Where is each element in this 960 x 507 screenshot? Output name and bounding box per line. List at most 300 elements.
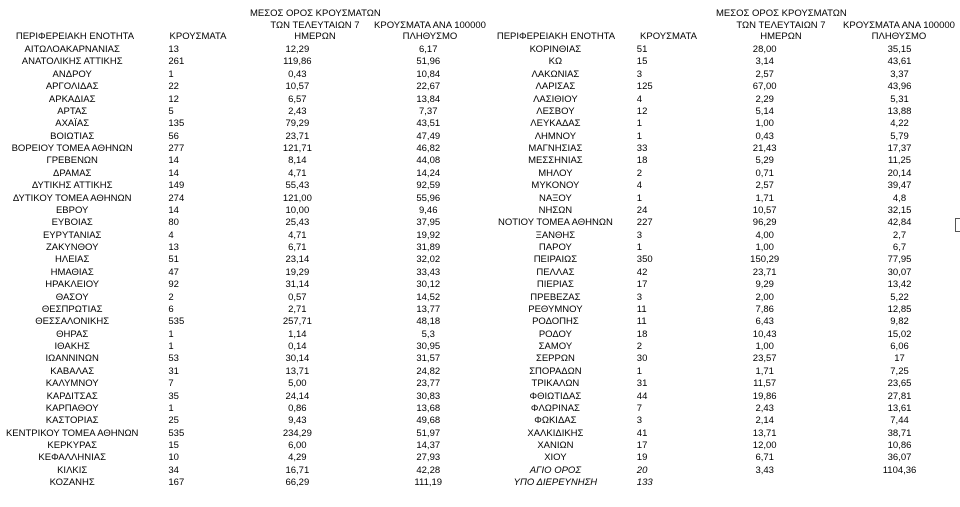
table-row (0, 452, 486, 464)
avg-cell: 3,43 (755, 464, 774, 476)
avg-cell: 234,29 (282, 427, 312, 439)
avg-cell: 23,71 (285, 130, 310, 142)
per-100k-cell: 31,57 (416, 353, 441, 365)
per-100k-cell: 31,89 (416, 242, 441, 253)
cases-cell: 1 (636, 365, 643, 377)
table-row (0, 378, 486, 390)
table-header-left (0, 0, 486, 44)
region-cell: ΚΟΖΑΝΗΣ (49, 477, 95, 489)
per-100k-cell: 30,12 (416, 279, 441, 291)
region-cell: ΛΗΜΝΟΥ (534, 130, 577, 142)
avg-cell: 10,57 (752, 204, 777, 216)
region-cell: ΣΠΟΡΑΔΩΝ (529, 365, 582, 377)
cases-cell: 30 (636, 353, 648, 365)
cases-cell: 47 (168, 266, 179, 278)
region-cell: ΜΥΚΟΝΟΥ (531, 180, 580, 192)
covid-table-right (486, 0, 960, 490)
avg-cell: 1,71 (755, 192, 774, 204)
table-row (486, 378, 960, 390)
table-row (0, 205, 486, 217)
avg-cell: 31,14 (285, 279, 310, 291)
avg-cell: 6,71 (755, 452, 774, 464)
per-100k-cell: 39,47 (887, 180, 912, 192)
table-row (486, 205, 960, 217)
cases-cell: 14 (168, 167, 179, 179)
per-100k-cell: 5,31 (890, 93, 909, 105)
avg-cell: 25,43 (285, 217, 310, 229)
avg-cell: 8,14 (288, 155, 307, 167)
table-row (0, 428, 486, 440)
cases-cell: 227 (636, 217, 653, 229)
table-row (0, 44, 486, 56)
table-row (0, 193, 486, 205)
table-row (486, 143, 960, 155)
cases-cell: 3 (636, 415, 643, 427)
cases-cell: 7 (636, 402, 643, 414)
region-cell: ΑΧΑΪΑΣ (55, 118, 90, 130)
region-cell: ΠΙΕΡΙΑΣ (536, 279, 574, 291)
cases-cell: 42 (636, 266, 648, 278)
per-100k-cell: 22,67 (416, 81, 441, 93)
avg-cell: 121,71 (282, 143, 312, 154)
avg-cell: 23,14 (285, 254, 310, 266)
per-100k-cell: 17 (894, 353, 905, 365)
cases-cell: 1 (636, 242, 643, 253)
per-100k-cell: 13,77 (416, 303, 441, 315)
per-100k-cell: 13,42 (887, 279, 912, 291)
table-row (0, 81, 486, 93)
cases-cell: 25 (168, 415, 179, 427)
table-row (0, 415, 486, 427)
avg-cell: 10,57 (285, 81, 310, 93)
per-100k-cell: 13,84 (416, 93, 441, 105)
per-100k-cell: 12,85 (887, 303, 912, 315)
cases-cell: 3 (636, 68, 643, 80)
avg-cell: 66,29 (285, 477, 310, 489)
region-cell: ΥΠΟ ΔΙΕΡΕΥΝΗΣΗ (513, 477, 598, 489)
per-100k-cell: 111,19 (414, 477, 443, 489)
per-100k-cell: 33,43 (416, 266, 441, 278)
per-100k-cell: 19,92 (416, 229, 441, 241)
cases-cell: 149 (168, 180, 185, 192)
cases-cell: 14 (168, 155, 179, 167)
cases-cell: 535 (168, 427, 185, 439)
avg-cell: 2,43 (755, 402, 774, 414)
region-cell: ΛΑΣΙΘΙΟΥ (533, 93, 578, 105)
per-100k-cell: 32,02 (416, 254, 441, 266)
region-cell: ΚΟΡΙΝΘΙΑΣ (529, 44, 582, 55)
cases-cell: 1 (168, 341, 174, 352)
region-cell: ΕΥΡΥΤΑΝΙΑΣ (42, 229, 102, 241)
cases-cell: 261 (168, 56, 185, 68)
table-row (0, 353, 486, 365)
per-100k-cell: 35,15 (887, 44, 912, 55)
cases-cell: 34 (168, 464, 179, 476)
avg-cell: 121,00 (282, 192, 312, 204)
cases-cell: 135 (168, 118, 185, 130)
per-100k-cell: 7,25 (890, 365, 909, 377)
region-cell: ΘΕΣΠΡΩΤΙΑΣ (41, 303, 103, 315)
region-cell: ΓΡΕΒΕΝΩΝ (46, 155, 98, 167)
per-100k-cell: 27,81 (887, 390, 912, 402)
per-100k-cell: 44,08 (416, 155, 441, 167)
cases-cell: 51 (168, 254, 179, 266)
region-cell: ΚΕΦΑΛΛΗΝΙΑΣ (38, 452, 106, 464)
region-cell: ΔΥΤΙΚΗΣ ΑΤΤΙΚΗΣ (31, 180, 113, 192)
cases-cell: 4 (636, 180, 643, 192)
avg-cell: 1,00 (755, 341, 774, 352)
table-row (486, 292, 960, 304)
cases-cell: 1 (168, 402, 174, 414)
header-cases: ΚΡΟΥΣΜΑΤΑ (640, 31, 697, 42)
per-100k-cell: 13,68 (416, 402, 441, 414)
region-cell: ΝΗΣΩΝ (538, 204, 573, 216)
table-header-right (486, 0, 960, 44)
table-row (0, 391, 486, 403)
per-100k-cell: 42,84 (887, 217, 912, 229)
table-row (486, 477, 960, 489)
header-avg-line1: ΜΕΣΟΣ ΟΡΟΣ ΚΡΟΥΣΜΑΤΩΝ (250, 8, 381, 19)
per-100k-cell: 13,88 (887, 105, 912, 117)
table-row (486, 168, 960, 180)
header-avg-line3: ΗΜΕΡΩΝ (760, 31, 802, 42)
per-100k-cell: 17,37 (887, 143, 912, 154)
per-100k-cell: 13,61 (887, 402, 912, 414)
region-cell: ΛΑΚΩΝΙΑΣ (531, 68, 580, 80)
region-cell: ΘΕΣΣΑΛΟΝΙΚΗΣ (35, 316, 110, 328)
cases-cell: 3 (636, 229, 643, 241)
avg-cell: 4,71 (288, 167, 307, 179)
cases-cell: 1 (636, 118, 643, 130)
avg-cell: 0,43 (288, 68, 307, 80)
table-row (0, 69, 486, 81)
cases-cell: 15 (168, 440, 179, 451)
table-row (0, 366, 486, 378)
region-cell: ΔΥΤΙΚΟΥ ΤΟΜΕΑ ΑΘΗΝΩΝ (12, 192, 132, 204)
table-row (486, 279, 960, 291)
header-avg-line2: ΤΩΝ ΤΕΛΕΥΤΑΙΩΝ 7 (270, 19, 360, 31)
region-cell: ΘΗΡΑΣ (56, 328, 89, 340)
per-100k-cell: 32,15 (887, 204, 912, 216)
per-100k-cell: 2,7 (892, 229, 907, 241)
cases-cell: 535 (168, 316, 185, 328)
per-100k-cell: 47,49 (416, 130, 441, 142)
table-row (486, 69, 960, 81)
table-row (0, 341, 486, 353)
cases-cell: 11 (636, 316, 647, 328)
table-row (486, 180, 960, 192)
table-row (486, 118, 960, 130)
table-row (0, 242, 486, 254)
cases-cell: 17 (636, 440, 648, 451)
table-row (486, 155, 960, 167)
cases-cell: 13 (168, 242, 179, 253)
cases-cell: 4 (168, 229, 174, 241)
header-per-line1: ΚΡΟΥΣΜΑΤΑ ΑΝΑ 100000 (374, 19, 486, 31)
per-100k-cell: 14,24 (416, 167, 441, 179)
table-row (486, 131, 960, 143)
per-100k-cell: 42,28 (416, 464, 441, 476)
region-cell: ΡΟΔΟΠΗΣ (532, 316, 579, 328)
table-row (486, 341, 960, 353)
avg-cell: 6,00 (288, 440, 307, 451)
cases-cell: 51 (636, 44, 648, 55)
region-cell: ΚΙΛΚΙΣ (57, 464, 88, 476)
per-100k-cell: 23,77 (416, 378, 441, 390)
avg-cell: 13,71 (752, 427, 777, 439)
region-cell: ΚΑΡΠΑΘΟΥ (45, 402, 99, 414)
per-100k-cell: 5,22 (890, 291, 909, 303)
avg-cell: 28,00 (752, 44, 777, 55)
region-cell: ΞΑΝΘΗΣ (535, 229, 576, 241)
region-cell: ΔΡΑΜΑΣ (52, 167, 92, 179)
per-100k-cell: 14,37 (416, 440, 441, 451)
cases-cell: 125 (636, 81, 653, 93)
per-100k-cell: 46,82 (416, 143, 441, 154)
region-cell: ΗΡΑΚΛΕΙΟΥ (45, 279, 100, 291)
table-row (0, 168, 486, 180)
avg-cell: 1,71 (755, 365, 774, 377)
region-cell: ΡΕΘΥΜΝΟΥ (528, 303, 583, 315)
region-cell: ΚΑΣΤΟΡΙΑΣ (45, 415, 99, 427)
avg-cell: 23,71 (752, 266, 777, 278)
region-cell: ΜΗΛΟΥ (538, 167, 573, 179)
table-row (486, 428, 960, 440)
table-row (486, 267, 960, 279)
avg-cell: 2,43 (288, 105, 307, 117)
region-cell: ΡΟΔΟΥ (538, 328, 572, 340)
cases-cell: 133 (636, 477, 653, 489)
region-cell: ΒΟΙΩΤΙΑΣ (50, 130, 95, 142)
avg-cell (690, 477, 839, 489)
avg-cell: 257,71 (282, 316, 312, 328)
cases-cell: 13 (168, 44, 179, 55)
per-100k-cell: 10,86 (887, 440, 912, 451)
table-row (0, 292, 486, 304)
avg-cell: 21,43 (752, 143, 777, 154)
cases-cell: 33 (636, 143, 648, 154)
table-row (0, 316, 486, 328)
avg-cell: 0,43 (755, 130, 774, 142)
avg-cell: 23,57 (752, 353, 777, 365)
region-cell: ΠΕΛΛΑΣ (536, 266, 575, 278)
cases-cell: 7 (168, 378, 174, 390)
table-row (0, 440, 486, 452)
region-cell: ΑΝΔΡΟΥ (52, 68, 92, 80)
table-row (0, 477, 486, 489)
per-100k-cell: 77,95 (887, 254, 912, 266)
per-100k-cell: 6,17 (419, 44, 438, 55)
table-row (0, 279, 486, 291)
per-100k-cell (839, 477, 960, 489)
cases-cell: 1 (168, 68, 174, 80)
cases-cell: 12 (636, 105, 648, 117)
table-row (486, 353, 960, 365)
region-cell: ΑΡΚΑΔΙΑΣ (48, 93, 96, 105)
cases-cell: 31 (636, 378, 648, 390)
region-cell: ΣΑΜΟΥ (538, 341, 573, 352)
per-100k-cell: 5,3 (421, 328, 435, 340)
avg-cell: 12,00 (752, 440, 777, 451)
avg-cell: 79,29 (285, 118, 310, 130)
cases-cell: 10 (168, 452, 179, 464)
region-cell: ΑΓΙΟ ΟΡΟΣ (529, 464, 582, 476)
cases-cell: 11 (636, 303, 647, 315)
header-avg-line1: ΜΕΣΟΣ ΟΡΟΣ ΚΡΟΥΣΜΑΤΩΝ (716, 8, 847, 19)
header-avg-line3: ΗΜΕΡΩΝ (294, 31, 336, 42)
cases-cell: 18 (636, 328, 648, 340)
table-row (486, 193, 960, 205)
cases-cell: 1 (168, 328, 174, 340)
per-100k-cell: 5,79 (890, 130, 909, 142)
covid-table-left (0, 0, 486, 490)
per-100k-cell: 43,51 (416, 118, 441, 130)
avg-cell: 10,00 (285, 204, 310, 216)
per-100k-cell: 30,07 (887, 266, 912, 278)
region-cell: ΑΙΤΩΛΟΑΚΑΡΝΑΝΙΑΣ (24, 44, 120, 55)
region-cell: ΦΘΙΩΤΙΔΑΣ (529, 390, 582, 402)
region-cell: ΣΕΡΡΩΝ (535, 353, 575, 365)
avg-cell: 1,00 (755, 118, 774, 130)
avg-cell: 1,14 (288, 328, 307, 340)
region-cell: ΧΑΝΙΩΝ (537, 440, 574, 451)
avg-cell: 2,57 (755, 180, 774, 192)
table-row (0, 217, 486, 229)
header-per-line2: ΠΛΗΘΥΣΜΟ (871, 31, 927, 42)
cases-cell: 17 (636, 279, 648, 291)
avg-cell: 2,14 (755, 415, 774, 427)
per-100k-cell: 48,18 (416, 316, 441, 328)
table-row (0, 267, 486, 279)
per-100k-cell: 55,96 (416, 192, 441, 204)
per-100k-cell: 6,06 (890, 341, 909, 352)
avg-cell: 67,00 (752, 81, 777, 93)
per-100k-cell: 43,96 (887, 81, 912, 93)
region-cell: ΤΡΙΚΑΛΩΝ (531, 378, 580, 390)
region-cell: ΑΡΤΑΣ (57, 105, 88, 117)
per-100k-cell: 27,93 (416, 452, 441, 464)
avg-cell: 5,00 (288, 378, 307, 390)
region-cell: ΝΟΤΙΟΥ ΤΟΜΕΑ ΑΘΗΝΩΝ (497, 217, 613, 229)
per-100k-cell: 49,68 (416, 415, 441, 427)
cases-cell: 80 (168, 217, 179, 229)
region-cell: ΝΑΞΟΥ (539, 192, 572, 204)
region-cell: ΗΛΕΙΑΣ (54, 254, 90, 266)
avg-cell: 150,29 (750, 254, 780, 266)
table-row (0, 329, 486, 341)
region-cell: ΒΟΡΕΙΟΥ ΤΟΜΕΑ ΑΘΗΝΩΝ (11, 143, 133, 154)
table-row (0, 118, 486, 130)
cases-cell: 1 (636, 130, 643, 142)
avg-cell: 19,29 (285, 266, 310, 278)
region-cell: ΕΒΡΟΥ (55, 204, 89, 216)
table-row (0, 56, 486, 68)
per-100k-cell: 1104,36 (882, 464, 917, 476)
region-cell: ΠΑΡΟΥ (538, 242, 572, 253)
per-100k-cell: 30,83 (416, 390, 441, 402)
cases-cell: 18 (636, 155, 648, 167)
region-cell: ΠΡΕΒΕΖΑΣ (530, 291, 581, 303)
table-row (486, 230, 960, 242)
region-cell: ΛΑΡΙΣΑΣ (535, 81, 576, 93)
region-cell: ΚΩ (548, 56, 563, 68)
per-100k-cell: 38,71 (887, 427, 912, 439)
table-row (486, 242, 960, 254)
header-per-line2: ΠΛΗΘΥΣΜΟ (402, 31, 458, 42)
table-body-left (0, 44, 486, 490)
avg-cell: 4,71 (288, 229, 307, 241)
per-100k-cell: 4,8 (892, 192, 907, 204)
cases-cell: 56 (168, 130, 179, 142)
cases-cell: 350 (636, 254, 653, 266)
avg-cell: 0,86 (288, 402, 307, 414)
cases-cell: 44 (636, 390, 648, 402)
table-body-right (486, 44, 960, 490)
cases-cell: 5 (168, 105, 174, 117)
table-row (0, 403, 486, 415)
avg-cell: 9,43 (288, 415, 307, 427)
region-cell: ΚΑΡΔΙΤΣΑΣ (46, 390, 98, 402)
cases-cell: 15 (636, 56, 648, 68)
region-cell: ΦΛΩΡΙΝΑΣ (530, 402, 580, 414)
cases-cell: 92 (168, 279, 179, 291)
table-row (486, 44, 960, 56)
avg-cell: 96,29 (752, 217, 777, 229)
table-row (486, 366, 960, 378)
avg-cell: 3,14 (755, 56, 774, 68)
region-cell: ΛΕΣΒΟΥ (536, 105, 575, 117)
per-100k-cell: 51,96 (416, 56, 441, 68)
cases-cell: 167 (168, 477, 185, 489)
per-100k-cell: 11,25 (887, 155, 912, 167)
avg-cell: 0,71 (755, 167, 774, 179)
region-cell: ΙΘΑΚΗΣ (54, 341, 90, 352)
avg-cell: 19,86 (752, 390, 777, 402)
table-row (0, 155, 486, 167)
avg-cell: 119,86 (283, 56, 312, 68)
region-cell: ΚΕΡΚΥΡΑΣ (47, 440, 97, 451)
table-row (486, 254, 960, 266)
header-cases: ΚΡΟΥΣΜΑΤΑ (169, 31, 227, 42)
avg-cell: 6,57 (288, 93, 307, 105)
region-cell: ΕΥΒΟΙΑΣ (51, 217, 93, 229)
region-cell: ΛΕΥΚΑΔΑΣ (530, 118, 581, 130)
cases-cell: 24 (636, 204, 648, 216)
avg-cell: 6,43 (755, 316, 774, 328)
avg-cell: 12,29 (285, 44, 310, 55)
per-100k-cell: 23,65 (887, 378, 912, 390)
table-row (486, 415, 960, 427)
table-row (0, 131, 486, 143)
per-100k-cell: 51,97 (416, 427, 441, 439)
avg-cell: 6,71 (288, 242, 307, 253)
region-cell: ΗΜΑΘΙΑΣ (50, 266, 94, 278)
table-row (0, 106, 486, 118)
table-row (486, 403, 960, 415)
per-100k-cell: 36,07 (887, 452, 912, 464)
region-cell: ΖΑΚΥΝΘΟΥ (45, 242, 99, 253)
avg-cell: 13,71 (285, 365, 310, 377)
cases-cell: 41 (636, 427, 648, 439)
scroll-edge-marker (955, 218, 960, 232)
region-cell: ΠΕΙΡΑΙΩΣ (533, 254, 578, 266)
table-row (486, 217, 960, 229)
cases-cell: 12 (168, 93, 179, 105)
avg-cell: 11,57 (753, 378, 777, 390)
table-row (0, 180, 486, 192)
avg-cell: 4,29 (288, 452, 307, 464)
per-100k-cell: 10,84 (416, 68, 441, 80)
